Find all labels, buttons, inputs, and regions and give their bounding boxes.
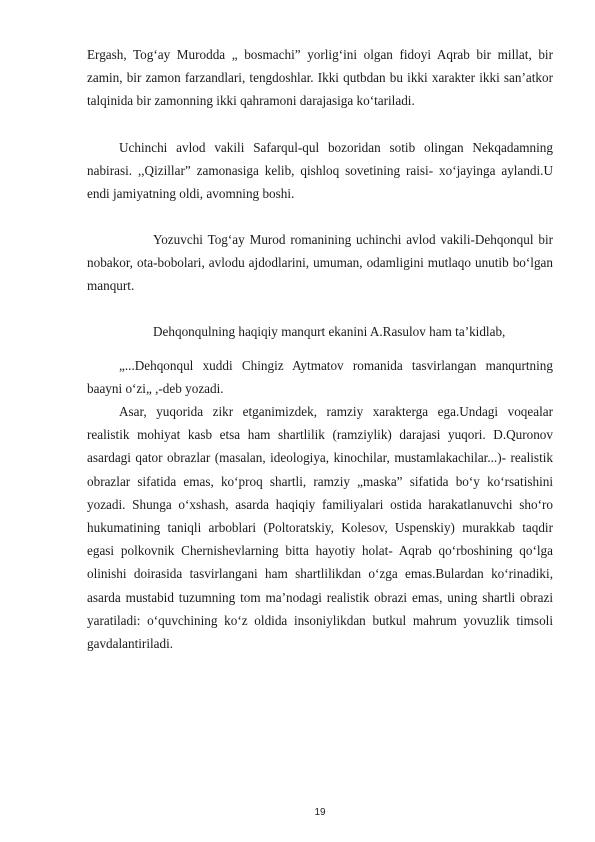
paragraph-4: Dehqonqulning haqiqiy manqurt ekanini A.Rasulov ham ta’kidlab,	[153, 324, 506, 339]
paragraph-3: Yozuvchi Tog‘ay Murod romanining uchinchi avlod vakili-Dehqonqul bir nobakor, ota-bobolari, avlodu ajdodlarini, umuman, odamligini mutlaqo unutib bo‘lgan manqurt.	[87, 232, 553, 294]
paragraph-6: Asar, yuqorida zikr etganimizdek, ramziy xarakterga ega.Undagi voqealar realistik mohiyat kasb etsa ham shartlilik (ramziylik) darajasi yuqori. D.Quronov asardagi qator obrazlar (masalan, ideologiya, kinochilar, mustamlakachilar...)- realistik obrazlar sifatida emas, ko‘proq shartli, ramziy „maska” sifatida bo‘y ko‘rsatishini yozadi. Shunga o‘xshash, asarda haqiqiy familiyalari ostida harakatlanuvchi sho‘ro hukumatining taniqli arboblari (Poltoratskiy, Kolesov, Uspenskiy) murakkab taqdir egasi polkovnik Chernishevlarning bitta hayotiy holat- Aqrab qo‘rboshining qo‘lga olinishi doirasida tasvirlangani ham shartlilikdan o‘zga emas.Bulardan ko‘rinadiki, asarda mustabid tuzumning tom ma’nodagi realistik obrazi emas, uning shartli obrazi yaratiladi: o‘quvchining ko‘z oldida insoniylikdan butkul mahrum yovuzlik timsoli gavdalantiriladi.	[87, 404, 553, 652]
paragraph-2: Uchinchi avlod vakili Safarqul-qul bozoridan sotib olingan Nekqadamning nabirasi. ,,Qizillar” zamonasiga kelib, qishloq sovetining raisi- xo‘jayinga aylandi.U endi jamiyatning oldi, avomning boshi.	[87, 140, 553, 202]
page-number: 19	[314, 807, 326, 818]
paragraph-5: „...Dehqonqul xuddi Chingiz Aytmatov romanida tasvirlangan manqurtning baayni o‘zi„ ,-deb yozadi.	[87, 358, 553, 397]
paragraph-1: Ergash, Tog‘ay Murodda „ bosmachi” yorlig‘ini olgan fidoyi Aqrab bir millat, bir zamin, bir zamon farzandlari, tengdoshlar. Ikki qutbdan bu ikki xarakter ikki san’atkor talqinida bir zamonning ikki qahramoni darajasiga ko‘tariladi.	[87, 47, 553, 109]
